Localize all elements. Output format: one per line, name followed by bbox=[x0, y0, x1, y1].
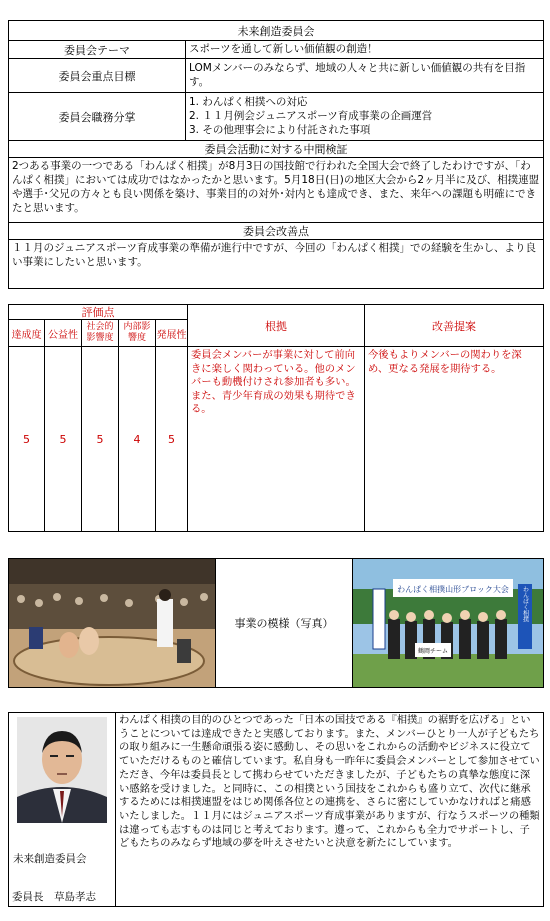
review-heading: 委員会活動に対する中間検証 bbox=[204, 143, 348, 156]
score-value: 5 bbox=[44, 347, 81, 531]
flag-text: わんぱく相撲 bbox=[521, 586, 529, 622]
improve-heading-row bbox=[9, 222, 543, 239]
photo-strip bbox=[8, 558, 544, 688]
score-value: 5 bbox=[81, 347, 118, 531]
sumo-match-image bbox=[9, 559, 215, 687]
duties-list bbox=[186, 93, 543, 140]
improve-text: １１月のジュニアスポーツ育成事業の準備が進行中ですが、今回の「わんぱく相撲」での経験を生かし、より良い事業にしたいと思います。 bbox=[12, 242, 536, 268]
committee-title-row bbox=[9, 21, 543, 40]
chair-message-text: わんぱく相撲の目的のひとつであった「日本の国技である『相撲』の裾野を広げる」ということについては達成できたと実感しております。また、メンバーひとり一人が子どもたちの取り組みに一生懸命頑張る姿に感動し、その思いをこれからの活動やビジネスに役立てていただけるものと確信しています。私自身も一昨年に委員会メンバーとして参加させていただき、今年は委員長として携わらせていただきましたが、子どもたちの真摯な態度に深い感銘を受けました。と同時に、この相撲という国技をこれからも盛り立て、次代に継承するためには相撲連盟をはじめ関係各位との連携を、さらに密にしていかなければと痛感いたしました。１１月にはジュニアスポーツ育成事業がありますが、行なうスポーツの種類は違っても志すものは同じと考えております。遵って、これからも全力でサポートし、子どもたちのみならず地域の夢を叶えさせたいと決意を新たにしています。 bbox=[119, 714, 540, 850]
evaluation-table bbox=[8, 304, 544, 532]
proposal-heading: 改善提案 bbox=[365, 305, 543, 347]
criterion-label: 内部影響度 bbox=[123, 322, 151, 343]
basis-heading: 根拠 bbox=[188, 305, 364, 347]
criterion-label: 社会的影響度 bbox=[86, 322, 114, 343]
scores-row bbox=[9, 347, 187, 531]
basis-text: 委員会メンバーが事業に対して前向きに楽しく関わっている。他のメンバーも動機付けされ参加者も多い。また、青少年育成の効果も期待できる。 bbox=[191, 349, 356, 415]
criterion-label: 公益性 bbox=[44, 320, 81, 346]
chair-profile bbox=[9, 713, 116, 906]
goal-value: LOMメンバーのみならず、地域の人々と共に新しい価値観の共有を目指す。 bbox=[189, 62, 526, 88]
group-photo-image bbox=[353, 559, 543, 687]
committee-name: 未来創造委員会 bbox=[237, 24, 315, 38]
duties-row bbox=[9, 92, 543, 140]
score-value: 5 bbox=[23, 432, 30, 446]
theme-label: 委員会テーマ bbox=[9, 41, 186, 58]
proposal-column bbox=[364, 305, 543, 531]
theme-value: スポーツを通して新しい価値観の創造！ bbox=[189, 43, 378, 55]
score-value: 4 bbox=[118, 347, 155, 531]
sumo-match-photo bbox=[9, 559, 215, 687]
criterion-label: 発展性 bbox=[155, 320, 187, 346]
improve-heading: 委員会改善点 bbox=[243, 225, 309, 238]
group-photo bbox=[353, 559, 543, 687]
photo-caption: 事業の模様（写真） bbox=[215, 559, 353, 687]
proposal-text: 今後もよりメンバーの関わりを深め、更なる発展を期待する。 bbox=[368, 349, 522, 375]
review-text-row bbox=[9, 157, 543, 222]
basis-column bbox=[187, 305, 364, 531]
chair-committee-name: 未来創造委員会 bbox=[13, 853, 87, 865]
chair-name: 委員長 草島孝志 bbox=[12, 891, 96, 903]
duty-item: 1. わんぱく相撲への対応 bbox=[189, 96, 308, 108]
criteria-header bbox=[9, 320, 187, 347]
score-heading: 評価点 bbox=[9, 305, 187, 320]
criterion-label: 達成度 bbox=[11, 329, 42, 341]
goal-row bbox=[9, 58, 543, 92]
goal-label: 委員会重点目標 bbox=[9, 59, 186, 92]
chair-portrait-image bbox=[17, 717, 107, 823]
banner-text: わんぱく相撲山形ブロック大会 bbox=[397, 585, 509, 594]
committee-table bbox=[8, 20, 544, 289]
sign-text: 鶴岡チーム bbox=[417, 648, 449, 655]
duty-item: 2. １１月例会ジュニアスポーツ育成事業の企画運営 bbox=[189, 110, 433, 122]
review-text: 2つある事業の一つである「わんぱく相撲」が8月3日の国技館で行われた全国大会で終了したわけですが、「わんぱく相撲」においては成功ではなかったかと思います。5月18日(日)の地区大会から2ヶ月半に及び、相撲連盟や選手･父兄の方々とも良い関係を築け、事業目的の対外･対内とも達成でき、また、来年への課題も明確にできたと思います。 bbox=[12, 160, 540, 214]
theme-row bbox=[9, 40, 543, 58]
chair-message-section bbox=[8, 712, 544, 907]
duty-item: 3. その他理事会により付託された事項 bbox=[189, 124, 371, 136]
review-heading-row bbox=[9, 140, 543, 157]
score-value: 5 bbox=[155, 347, 187, 531]
duties-label: 委員会職務分掌 bbox=[9, 93, 186, 140]
improve-text-row bbox=[9, 239, 543, 288]
